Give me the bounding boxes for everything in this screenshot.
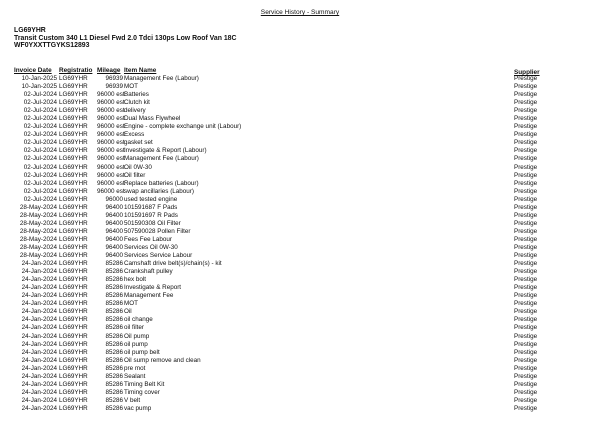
- cell-invoice-date: 24-Jan-2024: [21, 276, 57, 284]
- cell-mileage: 85286: [105, 292, 123, 300]
- cell-supplier: Prestige: [514, 364, 538, 372]
- cell-supplier: Prestige: [514, 155, 538, 163]
- table-row: [0, 276, 600, 284]
- cell-item-name: MOT: [124, 300, 138, 308]
- cell-supplier: Prestige: [514, 332, 538, 340]
- table-row: [0, 164, 600, 172]
- cell-mileage: 96400: [105, 219, 123, 227]
- cell-registration: LG69YHR: [59, 316, 88, 324]
- table-row: [0, 365, 600, 373]
- cell-supplier: Prestige: [514, 308, 538, 316]
- table-row: [0, 284, 600, 292]
- service-table: [0, 75, 600, 413]
- cell-registration: LG69YHR: [59, 99, 88, 107]
- cell-invoice-date: 02-Jul-2024: [23, 147, 57, 155]
- vehicle-info: [14, 27, 236, 50]
- cell-supplier: Prestige: [514, 99, 538, 107]
- cell-invoice-date: 24-Jan-2024: [21, 268, 57, 276]
- vehicle-description: Transit Custom 340 L1 Diesel Fwd 2.0 Tdci 130ps Low Roof Van 18C: [14, 34, 237, 42]
- table-row: [0, 341, 600, 349]
- cell-item-name: Clutch kit: [124, 99, 150, 107]
- cell-invoice-date: 02-Jul-2024: [23, 195, 57, 203]
- cell-registration: LG69YHR: [59, 252, 88, 260]
- cell-invoice-date: 02-Jul-2024: [23, 131, 57, 139]
- cell-item-name: pre mot: [124, 364, 146, 372]
- cell-invoice-date: 24-Jan-2024: [21, 316, 57, 324]
- cell-registration: LG69YHR: [59, 300, 88, 308]
- cell-supplier: Prestige: [514, 260, 538, 268]
- cell-item-name: Management Fee: [124, 292, 174, 300]
- cell-supplier: Prestige: [514, 131, 538, 139]
- cell-supplier: Prestige: [514, 107, 538, 115]
- cell-supplier: Prestige: [514, 139, 538, 147]
- cell-registration: LG69YHR: [59, 332, 88, 340]
- cell-mileage: 85286: [105, 332, 123, 340]
- cell-item-name: Oil pump: [124, 332, 150, 340]
- cell-mileage: 96000 est: [97, 147, 125, 155]
- cell-invoice-date: 02-Jul-2024: [23, 155, 57, 163]
- cell-supplier: Prestige: [514, 179, 538, 187]
- cell-item-name: Oil filter: [124, 171, 146, 179]
- cell-registration: LG69YHR: [59, 348, 88, 356]
- cell-invoice-date: 24-Jan-2024: [21, 396, 57, 404]
- cell-registration: LG69YHR: [59, 147, 88, 155]
- cell-mileage: 85286: [105, 316, 123, 324]
- cell-registration: LG69YHR: [59, 227, 88, 235]
- table-row: [0, 139, 600, 147]
- cell-invoice-date: 24-Jan-2024: [21, 356, 57, 364]
- cell-supplier: Prestige: [514, 356, 538, 364]
- cell-registration: LG69YHR: [59, 268, 88, 276]
- cell-item-name: hex bolt: [124, 276, 147, 284]
- header-invoice-date: Invoice Date: [14, 67, 52, 74]
- cell-mileage: 85286: [105, 308, 123, 316]
- cell-supplier: Prestige: [514, 235, 538, 243]
- cell-mileage: 85286: [105, 348, 123, 356]
- cell-invoice-date: 28-May-2024: [19, 243, 57, 251]
- cell-invoice-date: 10-Jan-2025: [21, 83, 57, 91]
- cell-invoice-date: 02-Jul-2024: [23, 123, 57, 131]
- table-row: [0, 99, 600, 107]
- cell-mileage: 85286: [105, 364, 123, 372]
- cell-registration: LG69YHR: [59, 404, 88, 412]
- cell-item-name: 101591687 F Pads: [124, 203, 178, 211]
- cell-mileage: 85286: [105, 396, 123, 404]
- table-row: [0, 236, 600, 244]
- cell-supplier: Prestige: [514, 372, 538, 380]
- table-row: [0, 373, 600, 381]
- cell-mileage: 96000 est: [97, 131, 125, 139]
- table-row: [0, 91, 600, 99]
- cell-supplier: Prestige: [514, 75, 538, 82]
- cell-registration: LG69YHR: [59, 324, 88, 332]
- cell-item-name: Sealant: [124, 372, 146, 380]
- table-row: [0, 300, 600, 308]
- cell-item-name: Engine - complete exchange unit (Labour): [124, 123, 242, 131]
- cell-invoice-date: 02-Jul-2024: [23, 171, 57, 179]
- cell-registration: LG69YHR: [59, 75, 88, 82]
- cell-supplier: Prestige: [514, 404, 538, 412]
- cell-mileage: 96000 est: [97, 91, 125, 99]
- cell-registration: LG69YHR: [59, 372, 88, 380]
- table-row: [0, 389, 600, 397]
- cell-supplier: Prestige: [514, 348, 538, 356]
- table-row: [0, 147, 600, 155]
- cell-mileage: 96000 est: [97, 107, 125, 115]
- vehicle-vin: WF0YXXTTGYKS12893: [14, 42, 90, 50]
- cell-mileage: 96000 est: [97, 99, 125, 107]
- cell-supplier: Prestige: [514, 276, 538, 284]
- cell-invoice-date: 28-May-2024: [19, 211, 57, 219]
- cell-registration: LG69YHR: [59, 195, 88, 203]
- cell-mileage: 96000 est: [97, 163, 125, 171]
- cell-mileage: 96400: [105, 252, 123, 260]
- cell-mileage: 85286: [105, 388, 123, 396]
- cell-registration: LG69YHR: [59, 364, 88, 372]
- table-row: [0, 357, 600, 365]
- cell-supplier: Prestige: [514, 284, 538, 292]
- vehicle-registration: LG69YHR: [14, 27, 46, 34]
- cell-supplier: Prestige: [514, 219, 538, 227]
- cell-item-name: 101591697 R Pads: [124, 211, 178, 219]
- cell-item-name: Oil: [124, 308, 132, 316]
- cell-mileage: 96000 est: [97, 115, 125, 123]
- table-row: [0, 308, 600, 316]
- cell-item-name: 507590028 Pollen Filter: [124, 227, 191, 235]
- cell-invoice-date: 24-Jan-2024: [21, 348, 57, 356]
- cell-registration: LG69YHR: [59, 179, 88, 187]
- cell-registration: LG69YHR: [59, 139, 88, 147]
- cell-supplier: Prestige: [514, 292, 538, 300]
- cell-mileage: 96000 est: [97, 179, 125, 187]
- table-row: [0, 196, 600, 204]
- cell-registration: LG69YHR: [59, 388, 88, 396]
- cell-invoice-date: 24-Jan-2024: [21, 404, 57, 412]
- cell-invoice-date: 24-Jan-2024: [21, 332, 57, 340]
- cell-registration: LG69YHR: [59, 83, 88, 91]
- cell-invoice-date: 02-Jul-2024: [23, 179, 57, 187]
- cell-item-name: Replace batteries (Labour): [124, 179, 199, 187]
- table-row: [0, 212, 600, 220]
- cell-registration: LG69YHR: [59, 91, 88, 99]
- table-row: [0, 381, 600, 389]
- cell-registration: LG69YHR: [59, 107, 88, 115]
- cell-supplier: Prestige: [514, 163, 538, 171]
- cell-supplier: Prestige: [514, 211, 538, 219]
- cell-mileage: 96939: [105, 75, 123, 82]
- cell-supplier: Prestige: [514, 396, 538, 404]
- cell-item-name: oil change: [124, 316, 153, 324]
- cell-mileage: 96000 est: [97, 171, 125, 179]
- cell-registration: LG69YHR: [59, 235, 88, 243]
- cell-invoice-date: 24-Jan-2024: [21, 260, 57, 268]
- table-row: [0, 115, 600, 123]
- cell-supplier: Prestige: [514, 268, 538, 276]
- cell-mileage: 96400: [105, 243, 123, 251]
- header-item-name: Item Name: [124, 67, 157, 74]
- cell-item-name: Batteries: [124, 91, 149, 99]
- cell-mileage: 85286: [105, 324, 123, 332]
- cell-invoice-date: 02-Jul-2024: [23, 115, 57, 123]
- cell-supplier: Prestige: [514, 123, 538, 131]
- cell-registration: LG69YHR: [59, 219, 88, 227]
- cell-item-name: Excess: [124, 131, 145, 139]
- cell-item-name: MOT: [124, 83, 138, 91]
- cell-mileage: 85286: [105, 284, 123, 292]
- header-mileage: Mileage: [97, 67, 121, 74]
- cell-item-name: Timing Belt Kit: [124, 380, 165, 388]
- cell-item-name: Services Service Labour: [124, 252, 193, 260]
- cell-invoice-date: 28-May-2024: [19, 203, 57, 211]
- cell-invoice-date: 24-Jan-2024: [21, 340, 57, 348]
- cell-supplier: Prestige: [514, 243, 538, 251]
- table-row: [0, 349, 600, 357]
- cell-invoice-date: 24-Jan-2024: [21, 284, 57, 292]
- cell-item-name: Oil sump remove and clean: [124, 356, 201, 364]
- table-row: [0, 123, 600, 131]
- cell-mileage: 85286: [105, 380, 123, 388]
- cell-supplier: Prestige: [514, 91, 538, 99]
- cell-supplier: Prestige: [514, 300, 538, 308]
- cell-item-name: swap ancillaries (Labour): [124, 187, 194, 195]
- cell-invoice-date: 28-May-2024: [19, 227, 57, 235]
- cell-mileage: 85286: [105, 356, 123, 364]
- table-row: [0, 405, 600, 413]
- cell-mileage: 85286: [105, 300, 123, 308]
- cell-invoice-date: 02-Jul-2024: [23, 139, 57, 147]
- cell-item-name: Dual Mass Flywheel: [124, 115, 181, 123]
- cell-mileage: 96000 est: [97, 187, 125, 195]
- cell-invoice-date: 24-Jan-2024: [21, 372, 57, 380]
- cell-registration: LG69YHR: [59, 203, 88, 211]
- cell-invoice-date: 24-Jan-2024: [21, 292, 57, 300]
- cell-registration: LG69YHR: [59, 276, 88, 284]
- cell-supplier: Prestige: [514, 203, 538, 211]
- cell-invoice-date: 28-May-2024: [19, 219, 57, 227]
- cell-registration: LG69YHR: [59, 380, 88, 388]
- cell-item-name: Crankshaft pulley: [124, 268, 173, 276]
- cell-registration: LG69YHR: [59, 396, 88, 404]
- cell-supplier: Prestige: [514, 227, 538, 235]
- table-row: [0, 172, 600, 180]
- cell-invoice-date: 28-May-2024: [19, 252, 57, 260]
- cell-supplier: Prestige: [514, 252, 538, 260]
- cell-item-name: used tested engine: [124, 195, 178, 203]
- header-supplier: Supplier: [514, 69, 540, 76]
- cell-item-name: 501590308 Oil Filter: [124, 219, 181, 227]
- cell-item-name: Investigate & Report: [124, 284, 182, 292]
- cell-supplier: Prestige: [514, 83, 538, 91]
- cell-supplier: Prestige: [514, 195, 538, 203]
- cell-item-name: Camshaft drive belt(s)/chain(s) - kit: [124, 260, 222, 268]
- cell-mileage: 96400: [105, 211, 123, 219]
- table-row: [0, 220, 600, 228]
- cell-invoice-date: 24-Jan-2024: [21, 300, 57, 308]
- table-row: [0, 397, 600, 405]
- cell-registration: LG69YHR: [59, 115, 88, 123]
- cell-supplier: Prestige: [514, 324, 538, 332]
- header-registration: Registratio: [59, 67, 93, 74]
- cell-supplier: Prestige: [514, 171, 538, 179]
- cell-mileage: 85286: [105, 372, 123, 380]
- cell-supplier: Prestige: [514, 380, 538, 388]
- cell-item-name: gasket set: [124, 139, 153, 147]
- table-row: [0, 228, 600, 236]
- cell-registration: LG69YHR: [59, 211, 88, 219]
- cell-invoice-date: 02-Jul-2024: [23, 163, 57, 171]
- table-row: [0, 324, 600, 332]
- cell-invoice-date: 24-Jan-2024: [21, 364, 57, 372]
- cell-registration: LG69YHR: [59, 284, 88, 292]
- table-row: [0, 268, 600, 276]
- table-row: [0, 252, 600, 260]
- table-row: [0, 155, 600, 163]
- cell-supplier: Prestige: [514, 115, 538, 123]
- cell-registration: LG69YHR: [59, 356, 88, 364]
- table-row: [0, 333, 600, 341]
- cell-invoice-date: 24-Jan-2024: [21, 308, 57, 316]
- cell-item-name: Investigate & Report (Labour): [124, 147, 207, 155]
- cell-invoice-date: 10-Jan-2025: [21, 75, 57, 82]
- table-row: [0, 204, 600, 212]
- cell-registration: LG69YHR: [59, 308, 88, 316]
- table-row: [0, 180, 600, 188]
- cell-invoice-date: 02-Jul-2024: [23, 187, 57, 195]
- cell-registration: LG69YHR: [59, 131, 88, 139]
- cell-mileage: 85286: [105, 276, 123, 284]
- cell-supplier: Prestige: [514, 147, 538, 155]
- cell-registration: LG69YHR: [59, 171, 88, 179]
- cell-item-name: delivery: [124, 107, 146, 115]
- cell-mileage: 96939: [105, 83, 123, 91]
- cell-registration: LG69YHR: [59, 163, 88, 171]
- cell-registration: LG69YHR: [59, 155, 88, 163]
- cell-supplier: Prestige: [514, 316, 538, 324]
- cell-supplier: Prestige: [514, 187, 538, 195]
- cell-item-name: Timing cover: [124, 388, 160, 396]
- table-row: [0, 260, 600, 268]
- table-row: [0, 316, 600, 324]
- cell-item-name: Fees Fee Labour: [124, 235, 172, 243]
- page-title: Service History - Summary: [260, 9, 340, 16]
- cell-mileage: 96400: [105, 203, 123, 211]
- cell-mileage: 96000 est: [97, 155, 125, 163]
- cell-invoice-date: 24-Jan-2024: [21, 388, 57, 396]
- cell-mileage: 85286: [105, 268, 123, 276]
- cell-registration: LG69YHR: [59, 243, 88, 251]
- cell-item-name: Management Fee (Labour): [124, 75, 199, 82]
- cell-invoice-date: 28-May-2024: [19, 235, 57, 243]
- cell-registration: LG69YHR: [59, 260, 88, 268]
- cell-invoice-date: 02-Jul-2024: [23, 91, 57, 99]
- cell-registration: LG69YHR: [59, 187, 88, 195]
- cell-item-name: Management Fee (Labour): [124, 155, 199, 163]
- cell-item-name: oil filter: [124, 324, 144, 332]
- cell-registration: LG69YHR: [59, 123, 88, 131]
- cell-mileage: 96400: [105, 235, 123, 243]
- table-row: [0, 83, 600, 91]
- cell-item-name: vac pump: [124, 404, 152, 412]
- cell-mileage: 96000 est: [97, 123, 125, 131]
- cell-item-name: Services Oil 0W-30: [124, 243, 178, 251]
- cell-mileage: 96000: [105, 195, 123, 203]
- cell-invoice-date: 02-Jul-2024: [23, 99, 57, 107]
- cell-mileage: 85286: [105, 404, 123, 412]
- cell-registration: LG69YHR: [59, 292, 88, 300]
- cell-mileage: 85286: [105, 340, 123, 348]
- cell-mileage: 96400: [105, 227, 123, 235]
- cell-item-name: oil pump: [124, 340, 148, 348]
- cell-supplier: Prestige: [514, 388, 538, 396]
- table-row: [0, 75, 600, 83]
- table-row: [0, 292, 600, 300]
- cell-item-name: V belt: [124, 396, 141, 404]
- cell-mileage: 96000 est: [97, 139, 125, 147]
- cell-invoice-date: 02-Jul-2024: [23, 107, 57, 115]
- table-row: [0, 244, 600, 252]
- cell-supplier: Prestige: [514, 340, 538, 348]
- cell-item-name: oil pump belt: [124, 348, 160, 356]
- table-row: [0, 188, 600, 196]
- table-row: [0, 107, 600, 115]
- cell-registration: LG69YHR: [59, 340, 88, 348]
- cell-mileage: 85286: [105, 260, 123, 268]
- cell-item-name: Oil 0W-30: [124, 163, 152, 171]
- table-row: [0, 131, 600, 139]
- cell-invoice-date: 24-Jan-2024: [21, 324, 57, 332]
- cell-invoice-date: 24-Jan-2024: [21, 380, 57, 388]
